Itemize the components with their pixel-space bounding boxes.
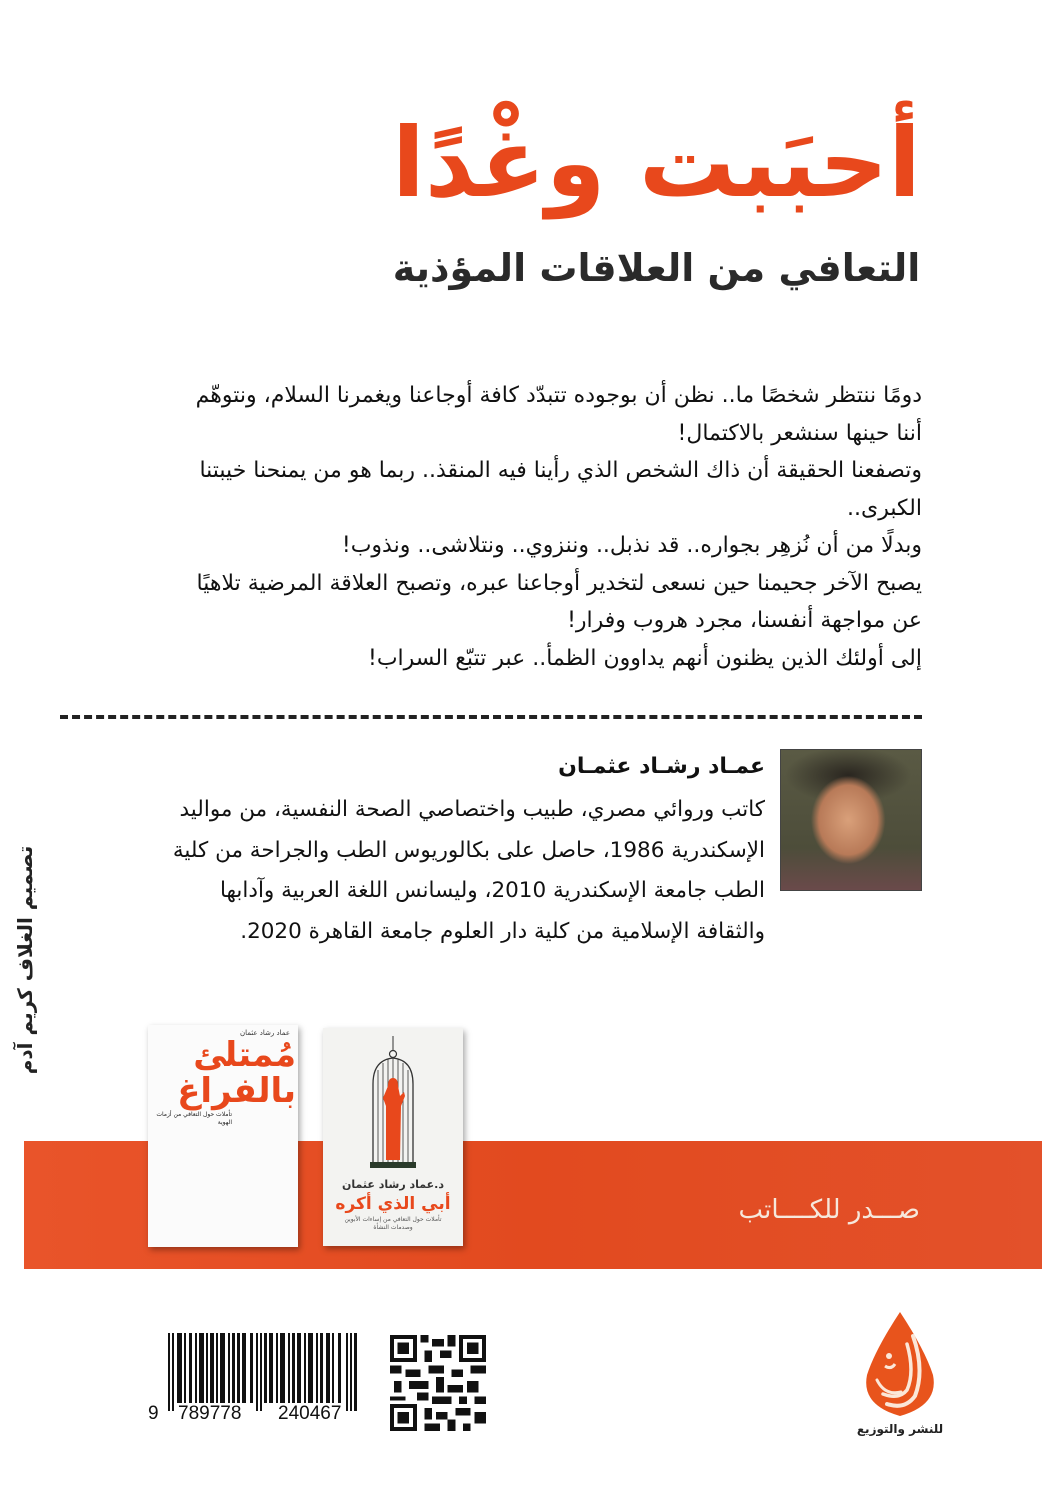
author-bio bbox=[150, 790, 765, 952]
blurb-line: يصبح الآخر جحيمنا حين نسعى لتخدير أوجاعنا عبره، وتصبح العلاقة المرضية تلاهيًا bbox=[196, 570, 922, 596]
publisher-logo-icon bbox=[855, 1310, 945, 1420]
isbn-group-1: 789778 bbox=[178, 1403, 242, 1424]
book-title: مُمتلئ بالفراغ bbox=[177, 1035, 296, 1111]
author-photo bbox=[780, 749, 922, 891]
book-cover-mumtali bbox=[148, 1025, 298, 1247]
bio-line: الطب جامعة الإسكندرية 2010، وليسانس اللغة العربية وآدابها bbox=[219, 878, 765, 903]
other-books-label: صـــدر للكــــاتب bbox=[738, 1195, 920, 1225]
isbn-digits bbox=[148, 1403, 360, 1425]
book-tagline: تأملات حول التعافي من إساءات الأبوين وصدمات النشأة bbox=[344, 1216, 442, 1231]
book-author: د.عماد رشاد عثمان bbox=[342, 1178, 444, 1191]
isbn-group-2: 240467 bbox=[278, 1403, 342, 1424]
bio-line: والثقافة الإسلامية من كلية دار العلوم جامعة القاهرة 2020. bbox=[240, 918, 765, 944]
blurb-line: إلى أولئك الذين يظنون أنهم يداوون الظمأ.. عبر تتبّع السراب! bbox=[368, 645, 922, 671]
book-title: أبي الذي أكره bbox=[335, 1194, 451, 1214]
book-tagline: تأملات حول التعافي من أزمات الهوية bbox=[156, 1111, 232, 1126]
cover-design-credit bbox=[0, 820, 50, 1100]
isbn-barcode bbox=[148, 1333, 360, 1433]
back-cover-blurb bbox=[110, 377, 922, 677]
birdcage-icon bbox=[368, 1036, 418, 1170]
bio-line: الإسكندرية 1986، حاصل على بكالوريوس الطب والجراحة من كلية bbox=[172, 837, 765, 863]
book-subtitle: التعافي من العلاقات المؤذية bbox=[392, 246, 921, 290]
book-author: عماد رشاد عثمان bbox=[239, 1029, 290, 1037]
book-cover-abi bbox=[323, 1028, 463, 1246]
publisher-caption: للنشر والتوزيع bbox=[856, 1422, 944, 1436]
blurb-line: وتصفعنا الحقيقة أن ذاك الشخص الذي رأينا فيه المنقذ.. ربما هو من يمنحنا خيبتنا bbox=[199, 458, 922, 483]
blurb-line: أننا حينها سنشعر بالاكتمال! bbox=[677, 420, 922, 446]
blurb-line: عن مواجهة أنفسنا، مجرد هروب وفرار! bbox=[567, 608, 922, 633]
book-title: أحبَبت وغْدًا bbox=[391, 107, 922, 219]
blurb-line: دومًا ننتظر شخصًا ما.. نظن أن بوجوده تتبدّد كافة أوجاعنا ويغمرنا السلام، ونتوهّم bbox=[195, 383, 922, 408]
bio-line: كاتب وروائي مصري، طبيب واختصاصي الصحة النفسية، من مواليد bbox=[179, 797, 765, 822]
isbn-prefix-digit: 9 bbox=[148, 1403, 159, 1424]
barcode-icon bbox=[168, 1333, 358, 1411]
blurb-line: الكبرى.. bbox=[847, 495, 922, 521]
cover-design-credit-text: تصميم الغلاف كريم آدم bbox=[13, 845, 38, 1075]
qr-code-icon bbox=[390, 1335, 486, 1431]
blurb-line: وبدلًا من أن نُزهِر بجواره.. قد نذبل.. وننزوي.. ونتلاشى.. ونذوب! bbox=[341, 533, 922, 558]
author-name: عمـاد رشـاد عثمـان bbox=[558, 754, 765, 779]
dashed-divider bbox=[60, 715, 922, 719]
